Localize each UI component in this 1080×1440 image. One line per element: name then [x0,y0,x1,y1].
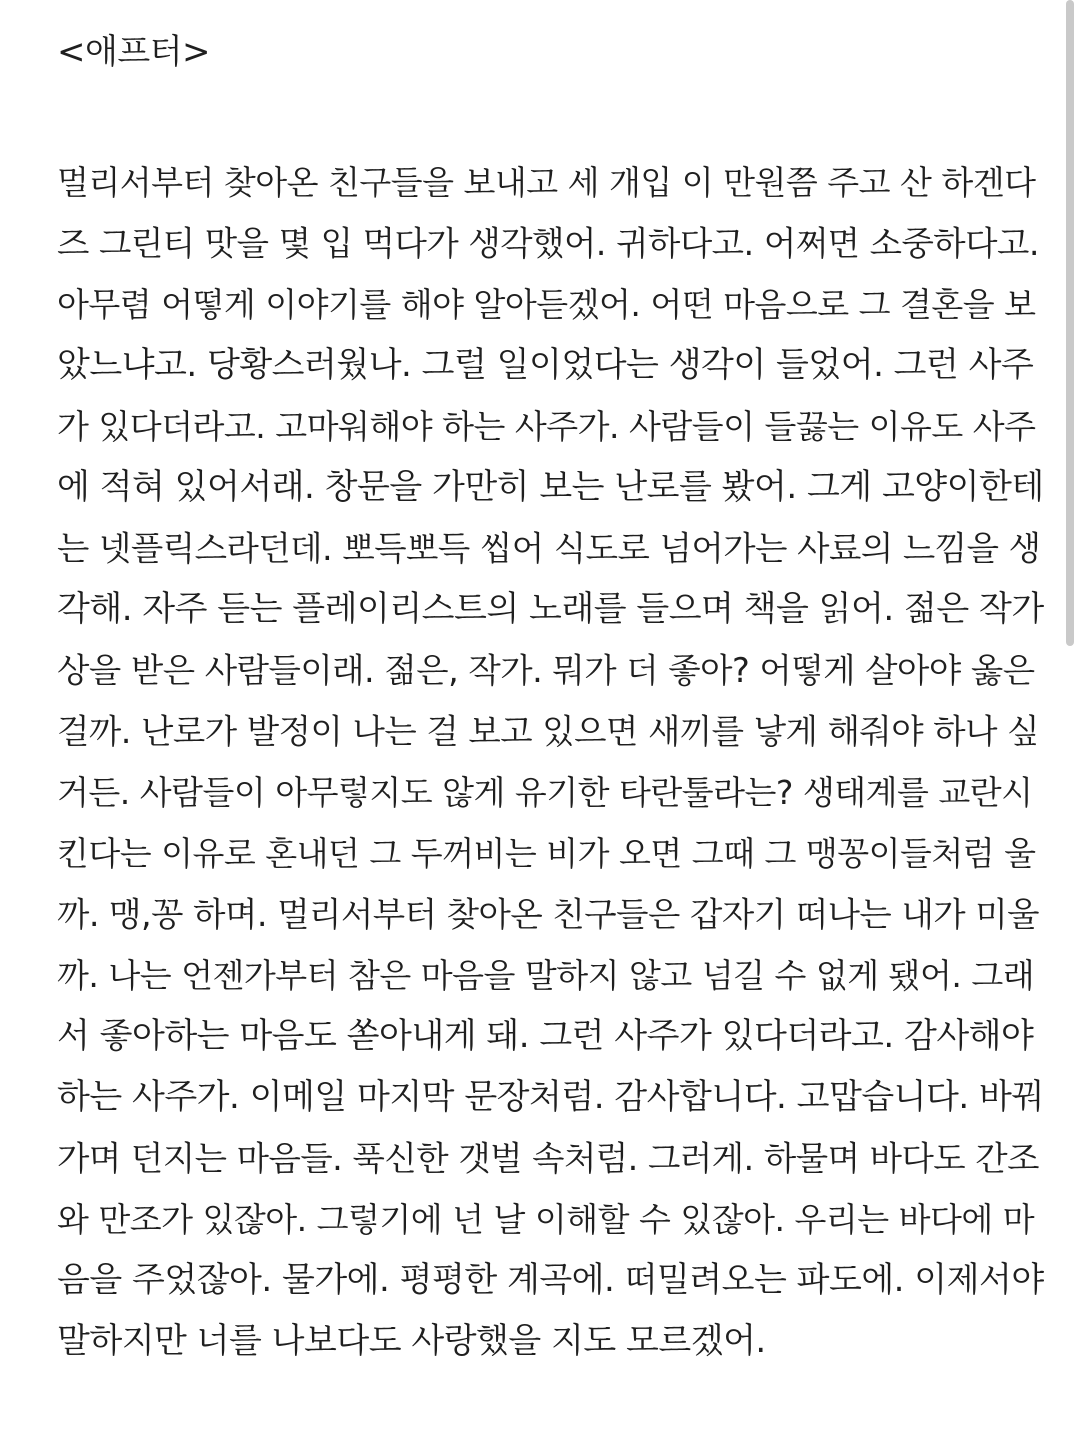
body-line: 아무렴 어떻게 이야기를 해야 알아듣겠어. 어떤 마음으로 그 결혼을 보 [57,285,1036,324]
body-line: 말하지만 너를 나보다도 사랑했을 지도 모르겠어. [57,1321,766,1361]
body-line: 즈 그린티 맛을 몇 입 먹다가 생각했어. 귀하다고. 어쩌면 소중하다고. [57,224,1040,263]
body-line: 았느냐고. 당황스러웠나. 그럴 일이었다는 생각이 들었어. 그런 사주 [57,345,1034,385]
body-line: 거든. 사람들이 아무렇지도 않게 유기한 타란툴라는? 생태계를 교란시 [57,773,1033,812]
body-line: 킨다는 이유로 혼내던 그 두꺼비는 비가 오면 그때 그 맹꽁이들처럼 울 [57,834,1036,873]
body-line: 에 적혀 있어서래. 창문을 가만히 보는 난로를 봤어. 그게 고양이한테 [57,467,1044,507]
body-line: 가며 던지는 마음들. 푹신한 갯벌 속처럼. 그러게. 하물며 바다도 간조 [57,1139,1040,1178]
body-line: 는 넷플릭스라던데. 뽀득뽀득 씹어 식도로 넘어가는 사료의 느낌을 생 [57,529,1041,568]
body-line: 걸까. 난로가 발정이 나는 걸 보고 있으면 새끼를 낳게 해줘야 하나 싶 [57,712,1040,751]
body-line: 와 만조가 있잖아. 그렇기에 넌 날 이해할 수 있잖아. 우리는 바다에 마 [57,1200,1035,1239]
document-body [57,152,1047,1372]
document-title: <애프터> [57,32,211,72]
body-line: 까. 나는 언젠가부터 참은 마음을 말하지 않고 넘길 수 없게 됐어. 그래 [57,956,1035,995]
body-line: 하는 사주가. 이메일 마지막 문장처럼. 감사합니다. 고맙습니다. 바꿔 [57,1077,1044,1117]
body-line: 음을 주었잖아. 물가에. 평평한 계곡에. 떠밀려오는 파도에. 이제서야 [57,1260,1044,1300]
body-line: 가 있다더라고. 고마워해야 하는 사주가. 사람들이 들끓는 이유도 사주 [57,407,1036,446]
body-line: 상을 받은 사람들이래. 젊은, 작가. 뭐가 더 좋아? 어떻게 살아야 옳은 [57,651,1035,690]
body-line: 멀리서부터 찾아온 친구들을 보내고 세 개입 이 만원쯤 주고 산 하겐다 [57,163,1036,202]
body-line: 서 좋아하는 마음도 쏟아내게 돼. 그런 사주가 있다더라고. 감사해야 [57,1016,1034,1056]
body-line: 각해. 자주 듣는 플레이리스트의 노래를 들으며 책을 읽어. 젊은 작가 [57,589,1044,629]
vertical-scrollbar[interactable] [1066,0,1074,646]
body-line: 까. 맹,꽁 하며. 멀리서부터 찾아온 친구들은 갑자기 떠나는 내가 미울 [57,895,1040,934]
